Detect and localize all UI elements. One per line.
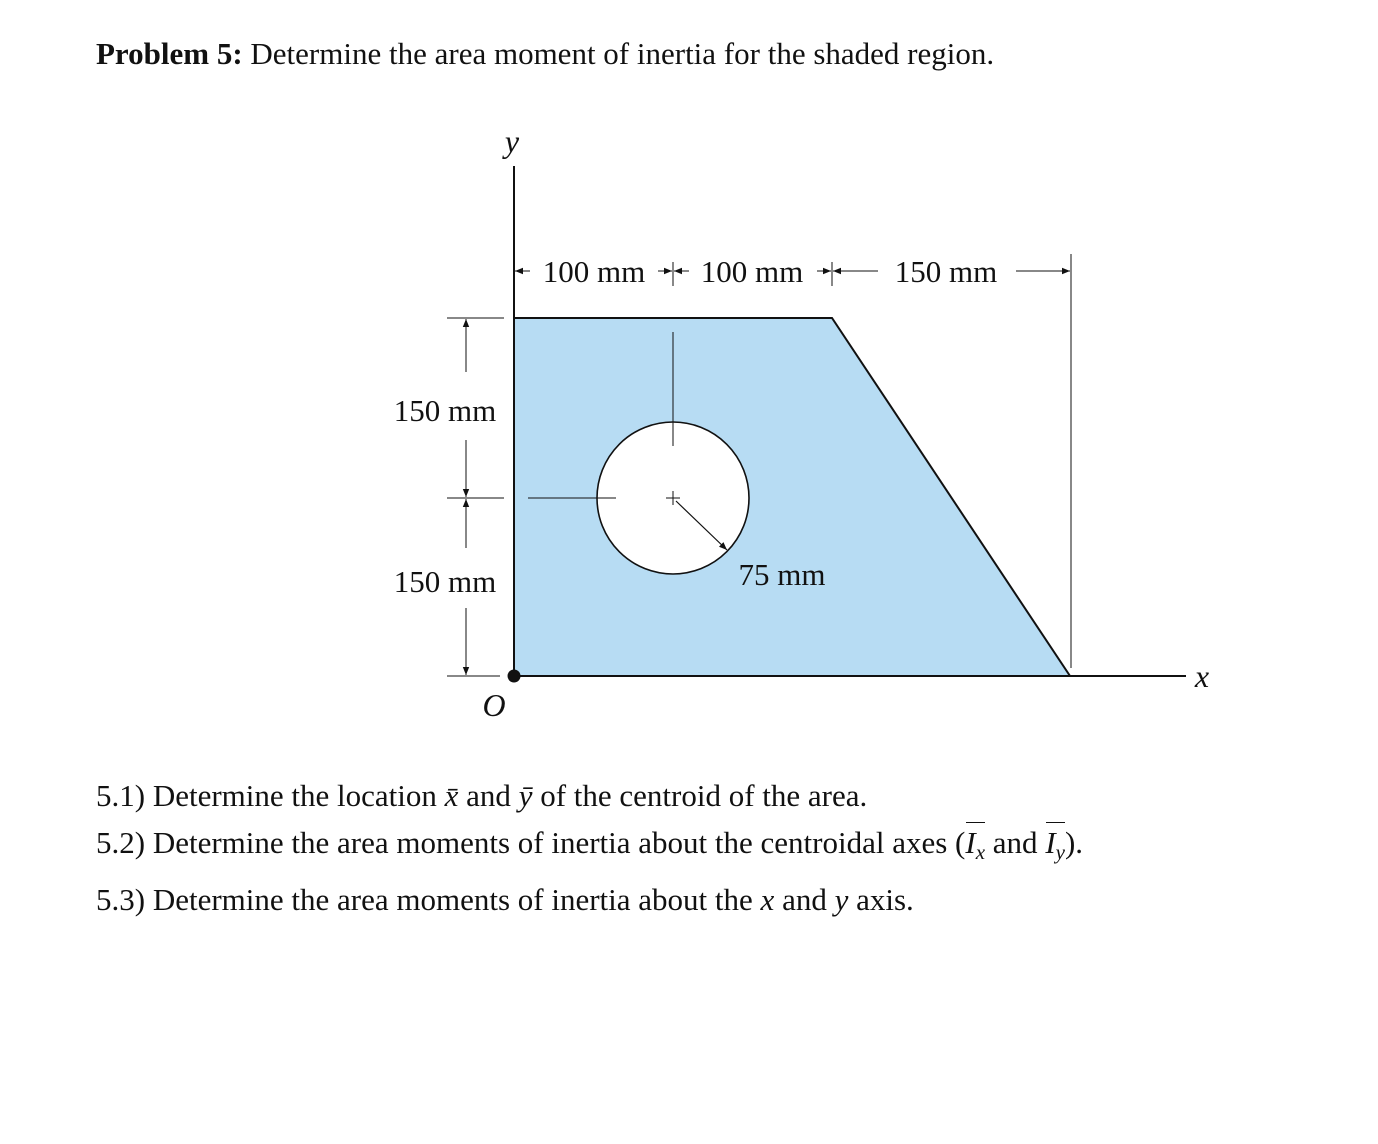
problem-text: Determine the area moment of inertia for the shaded region. [242,36,995,71]
problem-label: Problem 5: [96,36,243,71]
dim-left-upper-label: 150 mm [393,393,497,428]
y-symbol: y [834,882,849,917]
q2-suffix: ). [1064,825,1084,860]
y-axis-label: y [504,123,520,159]
iy-base: I [1045,825,1056,860]
y-bar-symbol: ȳ [518,778,533,813]
dim-top-2-label: 100 mm [700,254,804,289]
q2-prefix: 5.2) Determine the area moments of inertia about the centroidal axes ( [96,825,966,860]
radius-label: 75 mm [738,557,826,592]
questions [96,772,1083,923]
question-5-2 [96,819,1083,876]
origin-point [508,670,521,683]
q1-mid: and [458,778,519,813]
x-symbol: x [760,882,775,917]
ix-sub: x [975,840,986,864]
q1-suffix: of the centroid of the area. [532,778,868,813]
q1-prefix: 5.1) Determine the location [96,778,445,813]
dim-left-lower-label: 150 mm [393,564,497,599]
dim-top-1-label: 100 mm [542,254,646,289]
question-5-3 [96,876,1083,923]
q3-suffix: axis. [848,882,914,917]
ix-base: I [965,825,976,860]
iy-bar-symbol [1045,819,1065,876]
q3-mid: and [774,882,835,917]
q3-prefix: 5.3) Determine the area moments of inertia about the [96,882,761,917]
ix-bar-symbol [965,819,985,876]
question-5-1 [96,772,1083,819]
origin-label: O [482,687,506,723]
dim-top-3-label: 150 mm [894,254,998,289]
x-axis-label: x [1194,658,1210,694]
x-bar-symbol: x̄ [444,778,459,813]
iy-sub: y [1055,840,1065,864]
q2-mid: and [985,825,1046,860]
